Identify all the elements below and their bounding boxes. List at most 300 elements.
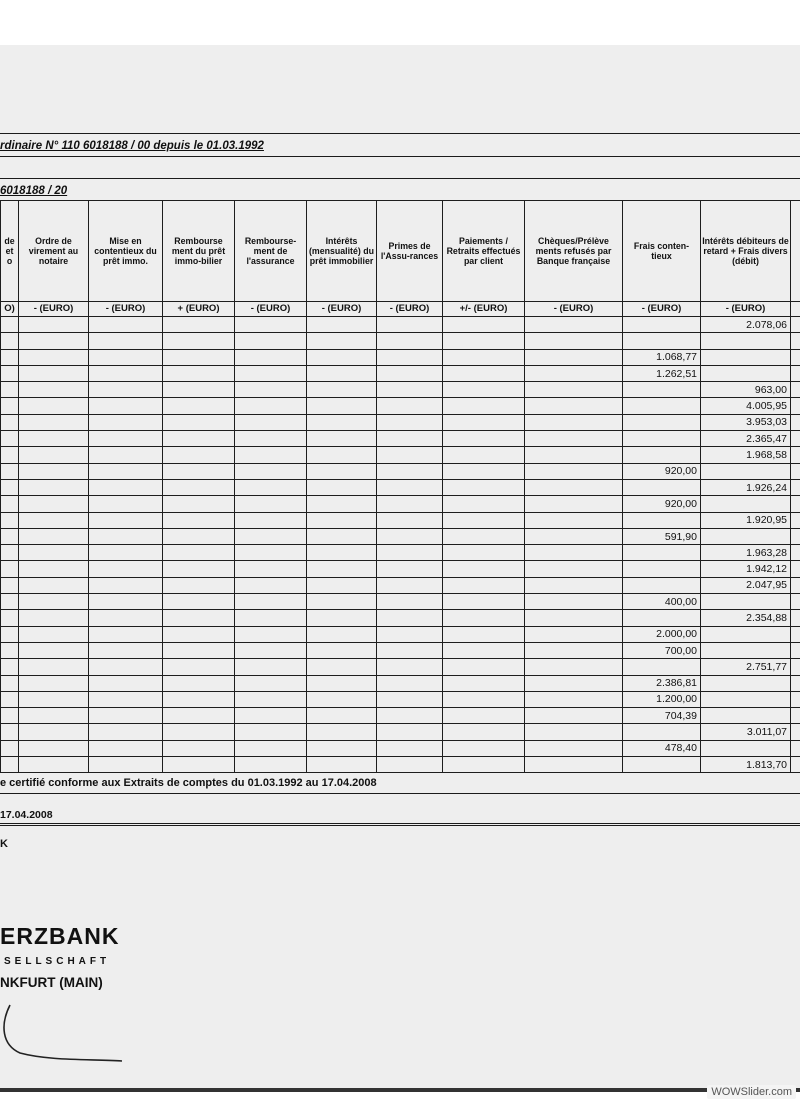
certification-text: e certifié conforme aux Extraits de comptes du 01.03.1992 au 17.04.2008 xyxy=(0,777,377,789)
column-header: Mise en contentieux du prêt immo. xyxy=(89,201,163,302)
column-header: Intérêts (mensualité) du prêt immobilier xyxy=(307,201,377,302)
table-cell xyxy=(307,382,377,398)
interets-debiteurs-cell: 2.751,77 xyxy=(701,659,791,675)
table-cell xyxy=(235,626,307,642)
table-cell xyxy=(377,577,443,593)
table-cell xyxy=(443,398,525,414)
table-cell xyxy=(19,447,89,463)
table-cell xyxy=(19,757,89,773)
table-cell xyxy=(19,398,89,414)
table-cell xyxy=(377,463,443,479)
column-unit: - (EURO) xyxy=(307,302,377,317)
table-cell xyxy=(307,398,377,414)
column-headers xyxy=(1,201,800,302)
table-cell xyxy=(163,577,235,593)
table-row xyxy=(1,333,800,349)
table-cell xyxy=(443,333,525,349)
table-cell xyxy=(791,333,800,349)
table-cell xyxy=(1,659,19,675)
table-cell xyxy=(19,659,89,675)
table-cell xyxy=(235,333,307,349)
subheader-rule xyxy=(0,178,800,179)
table-cell xyxy=(525,431,623,447)
table-cell xyxy=(235,594,307,610)
table-cell xyxy=(791,577,800,593)
table-cell xyxy=(525,463,623,479)
table-cell xyxy=(235,365,307,381)
table-cell xyxy=(525,724,623,740)
table-cell xyxy=(791,349,800,365)
interets-debiteurs-cell xyxy=(701,365,791,381)
footer-rule-bottom xyxy=(0,825,800,826)
interets-debiteurs-cell: 3.953,03 xyxy=(701,414,791,430)
table-cell xyxy=(377,349,443,365)
table-cell xyxy=(163,561,235,577)
table-cell xyxy=(89,317,163,333)
table-cell xyxy=(307,740,377,756)
table-cell xyxy=(163,724,235,740)
interets-debiteurs-cell: 1.920,95 xyxy=(701,512,791,528)
table-cell xyxy=(1,333,19,349)
table-cell xyxy=(163,757,235,773)
scan-bottom-edge xyxy=(0,1088,800,1092)
table-cell xyxy=(1,398,19,414)
interets-debiteurs-cell: 4.005,95 xyxy=(701,398,791,414)
table-cell xyxy=(377,431,443,447)
table-cell xyxy=(235,724,307,740)
table-cell xyxy=(377,561,443,577)
table-cell xyxy=(89,757,163,773)
table-row xyxy=(1,479,800,495)
table-cell xyxy=(791,659,800,675)
table-cell xyxy=(791,398,800,414)
interets-debiteurs-cell xyxy=(701,349,791,365)
table-cell xyxy=(443,561,525,577)
ledger-table xyxy=(0,200,800,773)
scanned-document xyxy=(0,45,800,1090)
table-cell xyxy=(89,431,163,447)
table-cell xyxy=(235,610,307,626)
table-cell xyxy=(163,317,235,333)
table-cell xyxy=(1,528,19,544)
table-cell xyxy=(443,740,525,756)
table-cell xyxy=(1,594,19,610)
table-cell xyxy=(443,463,525,479)
table-cell xyxy=(443,431,525,447)
table-row xyxy=(1,708,800,724)
table-cell xyxy=(19,414,89,430)
bank-stamp-subtitle: SELLSCHAFT xyxy=(4,956,111,967)
table-cell xyxy=(443,626,525,642)
table-cell xyxy=(791,626,800,642)
table-cell xyxy=(377,382,443,398)
table-cell xyxy=(791,610,800,626)
table-cell xyxy=(443,496,525,512)
ledger-body xyxy=(1,317,800,773)
table-cell xyxy=(791,463,800,479)
table-cell xyxy=(89,414,163,430)
column-header: Rembourse ment du prêt immo-bilier xyxy=(163,201,235,302)
table-row xyxy=(1,757,800,773)
table-cell xyxy=(19,724,89,740)
table-cell xyxy=(525,577,623,593)
table-cell xyxy=(1,431,19,447)
table-cell xyxy=(307,594,377,610)
frais-contentieux-cell: 478,40 xyxy=(623,740,701,756)
header-rule xyxy=(0,156,800,157)
table-cell xyxy=(525,349,623,365)
column-header: Chèques/Prélève ments refusés par Banque française xyxy=(525,201,623,302)
table-cell xyxy=(1,349,19,365)
frais-contentieux-cell: 591,90 xyxy=(623,528,701,544)
interets-debiteurs-cell: 1.942,12 xyxy=(701,561,791,577)
frais-contentieux-cell xyxy=(623,561,701,577)
table-cell xyxy=(19,561,89,577)
table-cell xyxy=(443,708,525,724)
interets-debiteurs-cell xyxy=(701,463,791,479)
table-cell xyxy=(791,479,800,495)
table-row xyxy=(1,414,800,430)
frais-contentieux-cell xyxy=(623,724,701,740)
table-cell xyxy=(443,545,525,561)
table-cell xyxy=(235,561,307,577)
table-cell xyxy=(791,414,800,430)
table-cell xyxy=(1,463,19,479)
table-cell xyxy=(791,382,800,398)
table-cell xyxy=(19,545,89,561)
frais-contentieux-cell: 1.200,00 xyxy=(623,691,701,707)
table-cell xyxy=(19,365,89,381)
frais-contentieux-cell: 920,00 xyxy=(623,496,701,512)
table-cell xyxy=(443,365,525,381)
table-row xyxy=(1,626,800,642)
column-unit: - (EURO) xyxy=(19,302,89,317)
table-cell xyxy=(19,496,89,512)
table-cell xyxy=(307,724,377,740)
table-cell xyxy=(19,463,89,479)
table-cell xyxy=(443,512,525,528)
frais-contentieux-cell: 1.262,51 xyxy=(623,365,701,381)
frais-contentieux-cell xyxy=(623,414,701,430)
table-cell xyxy=(443,691,525,707)
table-cell xyxy=(1,610,19,626)
table-cell xyxy=(525,496,623,512)
table-row xyxy=(1,659,800,675)
table-row xyxy=(1,431,800,447)
frais-contentieux-cell xyxy=(623,577,701,593)
table-cell xyxy=(19,317,89,333)
table-cell xyxy=(377,512,443,528)
table-cell xyxy=(525,365,623,381)
table-cell xyxy=(235,479,307,495)
table-cell xyxy=(89,398,163,414)
table-cell xyxy=(19,349,89,365)
table-cell xyxy=(89,691,163,707)
table-cell xyxy=(791,708,800,724)
table-cell xyxy=(235,577,307,593)
column-header-edge xyxy=(791,201,800,302)
table-cell xyxy=(377,545,443,561)
table-cell xyxy=(89,496,163,512)
bank-stamp-name: ERZBANK xyxy=(0,923,120,949)
table-cell xyxy=(525,675,623,691)
table-cell xyxy=(163,675,235,691)
table-cell xyxy=(377,447,443,463)
table-cell xyxy=(1,691,19,707)
table-cell xyxy=(89,594,163,610)
table-cell xyxy=(163,496,235,512)
table-cell xyxy=(19,675,89,691)
frais-contentieux-cell xyxy=(623,431,701,447)
column-unit: + (EURO) xyxy=(163,302,235,317)
table-cell xyxy=(1,724,19,740)
table-cell xyxy=(19,333,89,349)
table-cell xyxy=(307,610,377,626)
table-cell xyxy=(89,463,163,479)
bank-stamp-city: NKFURT (MAIN) xyxy=(0,975,103,990)
table-cell xyxy=(1,512,19,528)
table-cell xyxy=(163,447,235,463)
table-cell xyxy=(1,317,19,333)
table-cell xyxy=(525,512,623,528)
table-cell xyxy=(163,382,235,398)
table-cell xyxy=(525,333,623,349)
sub-account-title: 6018188 / 20 xyxy=(0,185,68,197)
column-header: Ordre de virement au notaire xyxy=(19,201,89,302)
table-cell xyxy=(1,626,19,642)
table-cell xyxy=(163,708,235,724)
table-cell xyxy=(1,545,19,561)
table-cell xyxy=(443,528,525,544)
interets-debiteurs-cell: 1.963,28 xyxy=(701,545,791,561)
table-cell xyxy=(443,479,525,495)
table-cell xyxy=(89,512,163,528)
column-unit: - (EURO) xyxy=(701,302,791,317)
table-cell xyxy=(89,382,163,398)
table-cell xyxy=(377,708,443,724)
table-cell xyxy=(377,398,443,414)
column-unit-edge xyxy=(791,302,800,317)
table-cell xyxy=(235,675,307,691)
table-cell xyxy=(89,626,163,642)
table-cell xyxy=(1,708,19,724)
footer-letter: K xyxy=(0,838,8,850)
table-cell xyxy=(307,528,377,544)
table-cell xyxy=(791,447,800,463)
table-cell xyxy=(235,317,307,333)
table-cell xyxy=(791,594,800,610)
interets-debiteurs-cell: 963,00 xyxy=(701,382,791,398)
column-unit: +/- (EURO) xyxy=(443,302,525,317)
table-cell xyxy=(163,594,235,610)
table-cell xyxy=(1,675,19,691)
table-cell xyxy=(235,463,307,479)
table-cell xyxy=(443,382,525,398)
frais-contentieux-cell xyxy=(623,512,701,528)
table-cell xyxy=(525,561,623,577)
table-cell xyxy=(377,675,443,691)
table-cell xyxy=(163,659,235,675)
table-cell xyxy=(307,642,377,658)
signature-mark xyxy=(0,995,140,1075)
table-cell xyxy=(791,528,800,544)
table-cell xyxy=(89,577,163,593)
footer-rule-top xyxy=(0,793,800,794)
table-cell xyxy=(163,431,235,447)
table-cell xyxy=(89,528,163,544)
table-row xyxy=(1,561,800,577)
table-cell xyxy=(525,479,623,495)
table-cell xyxy=(235,708,307,724)
frais-contentieux-cell xyxy=(623,333,701,349)
top-rule xyxy=(0,133,800,134)
frais-contentieux-cell xyxy=(623,610,701,626)
table-cell xyxy=(791,691,800,707)
table-cell xyxy=(89,740,163,756)
table-cell xyxy=(19,626,89,642)
table-cell xyxy=(1,740,19,756)
table-cell xyxy=(163,610,235,626)
table-cell xyxy=(443,577,525,593)
table-cell xyxy=(89,349,163,365)
table-cell xyxy=(525,757,623,773)
table-cell xyxy=(791,512,800,528)
table-row xyxy=(1,365,800,381)
table-row xyxy=(1,691,800,707)
table-cell xyxy=(235,691,307,707)
interets-debiteurs-cell xyxy=(701,708,791,724)
table-cell xyxy=(525,594,623,610)
frais-contentieux-cell: 400,00 xyxy=(623,594,701,610)
table-cell xyxy=(307,365,377,381)
table-cell xyxy=(19,642,89,658)
table-cell xyxy=(307,333,377,349)
table-cell xyxy=(791,431,800,447)
table-cell xyxy=(163,740,235,756)
interets-debiteurs-cell xyxy=(701,496,791,512)
table-cell xyxy=(307,463,377,479)
table-cell xyxy=(163,545,235,561)
table-cell xyxy=(1,479,19,495)
table-cell xyxy=(525,740,623,756)
table-cell xyxy=(19,382,89,398)
table-cell xyxy=(443,317,525,333)
table-cell xyxy=(163,398,235,414)
table-cell xyxy=(791,317,800,333)
column-unit: - (EURO) xyxy=(89,302,163,317)
table-cell xyxy=(163,512,235,528)
table-cell xyxy=(19,610,89,626)
table-cell xyxy=(163,626,235,642)
table-cell xyxy=(163,365,235,381)
table-cell xyxy=(163,528,235,544)
table-row xyxy=(1,610,800,626)
table-cell xyxy=(307,496,377,512)
table-cell xyxy=(307,479,377,495)
interets-debiteurs-cell: 2.354,88 xyxy=(701,610,791,626)
table-cell xyxy=(89,610,163,626)
table-cell xyxy=(235,757,307,773)
table-cell xyxy=(307,545,377,561)
table-cell xyxy=(307,512,377,528)
table-cell xyxy=(307,708,377,724)
table-cell xyxy=(235,528,307,544)
table-cell xyxy=(1,447,19,463)
table-row xyxy=(1,740,800,756)
table-row xyxy=(1,382,800,398)
table-cell xyxy=(377,757,443,773)
table-cell xyxy=(89,479,163,495)
interets-debiteurs-cell xyxy=(701,626,791,642)
table-cell xyxy=(235,431,307,447)
column-units xyxy=(1,302,800,317)
interets-debiteurs-cell xyxy=(701,528,791,544)
table-cell xyxy=(791,496,800,512)
table-cell xyxy=(19,740,89,756)
table-cell xyxy=(307,349,377,365)
table-cell xyxy=(443,349,525,365)
frais-contentieux-cell: 1.068,77 xyxy=(623,349,701,365)
interets-debiteurs-cell xyxy=(701,333,791,349)
table-cell xyxy=(235,545,307,561)
table-cell xyxy=(443,414,525,430)
column-header: Rembourse-ment de l'assurance xyxy=(235,201,307,302)
column-header: Intérêts débiteurs de retard + Frais divers (débit) xyxy=(701,201,791,302)
column-header: Primes de l'Assu-rances xyxy=(377,201,443,302)
table-cell xyxy=(377,724,443,740)
interets-debiteurs-cell xyxy=(701,740,791,756)
table-cell xyxy=(163,333,235,349)
table-row xyxy=(1,675,800,691)
table-cell xyxy=(443,659,525,675)
table-cell xyxy=(235,740,307,756)
table-cell xyxy=(19,594,89,610)
table-cell xyxy=(19,479,89,495)
interets-debiteurs-cell: 2.365,47 xyxy=(701,431,791,447)
table-row xyxy=(1,545,800,561)
table-cell xyxy=(89,333,163,349)
table-cell xyxy=(1,382,19,398)
frais-contentieux-cell xyxy=(623,757,701,773)
footer-rule-end xyxy=(0,823,800,824)
interets-debiteurs-cell: 1.813,70 xyxy=(701,757,791,773)
table-cell xyxy=(235,382,307,398)
table-cell xyxy=(307,317,377,333)
table-cell xyxy=(525,545,623,561)
table-cell xyxy=(19,577,89,593)
table-cell xyxy=(377,594,443,610)
table-cell xyxy=(235,398,307,414)
table-cell xyxy=(1,365,19,381)
frais-contentieux-cell: 920,00 xyxy=(623,463,701,479)
frais-contentieux-cell xyxy=(623,398,701,414)
table-cell xyxy=(163,642,235,658)
table-cell xyxy=(163,463,235,479)
table-cell xyxy=(525,398,623,414)
table-cell xyxy=(791,561,800,577)
table-cell xyxy=(89,365,163,381)
table-cell xyxy=(377,333,443,349)
table-row xyxy=(1,447,800,463)
interets-debiteurs-cell: 1.968,58 xyxy=(701,447,791,463)
table-cell xyxy=(791,724,800,740)
table-row xyxy=(1,317,800,333)
table-cell xyxy=(443,724,525,740)
table-cell xyxy=(235,659,307,675)
table-cell xyxy=(89,642,163,658)
table-cell xyxy=(443,594,525,610)
table-cell xyxy=(525,708,623,724)
